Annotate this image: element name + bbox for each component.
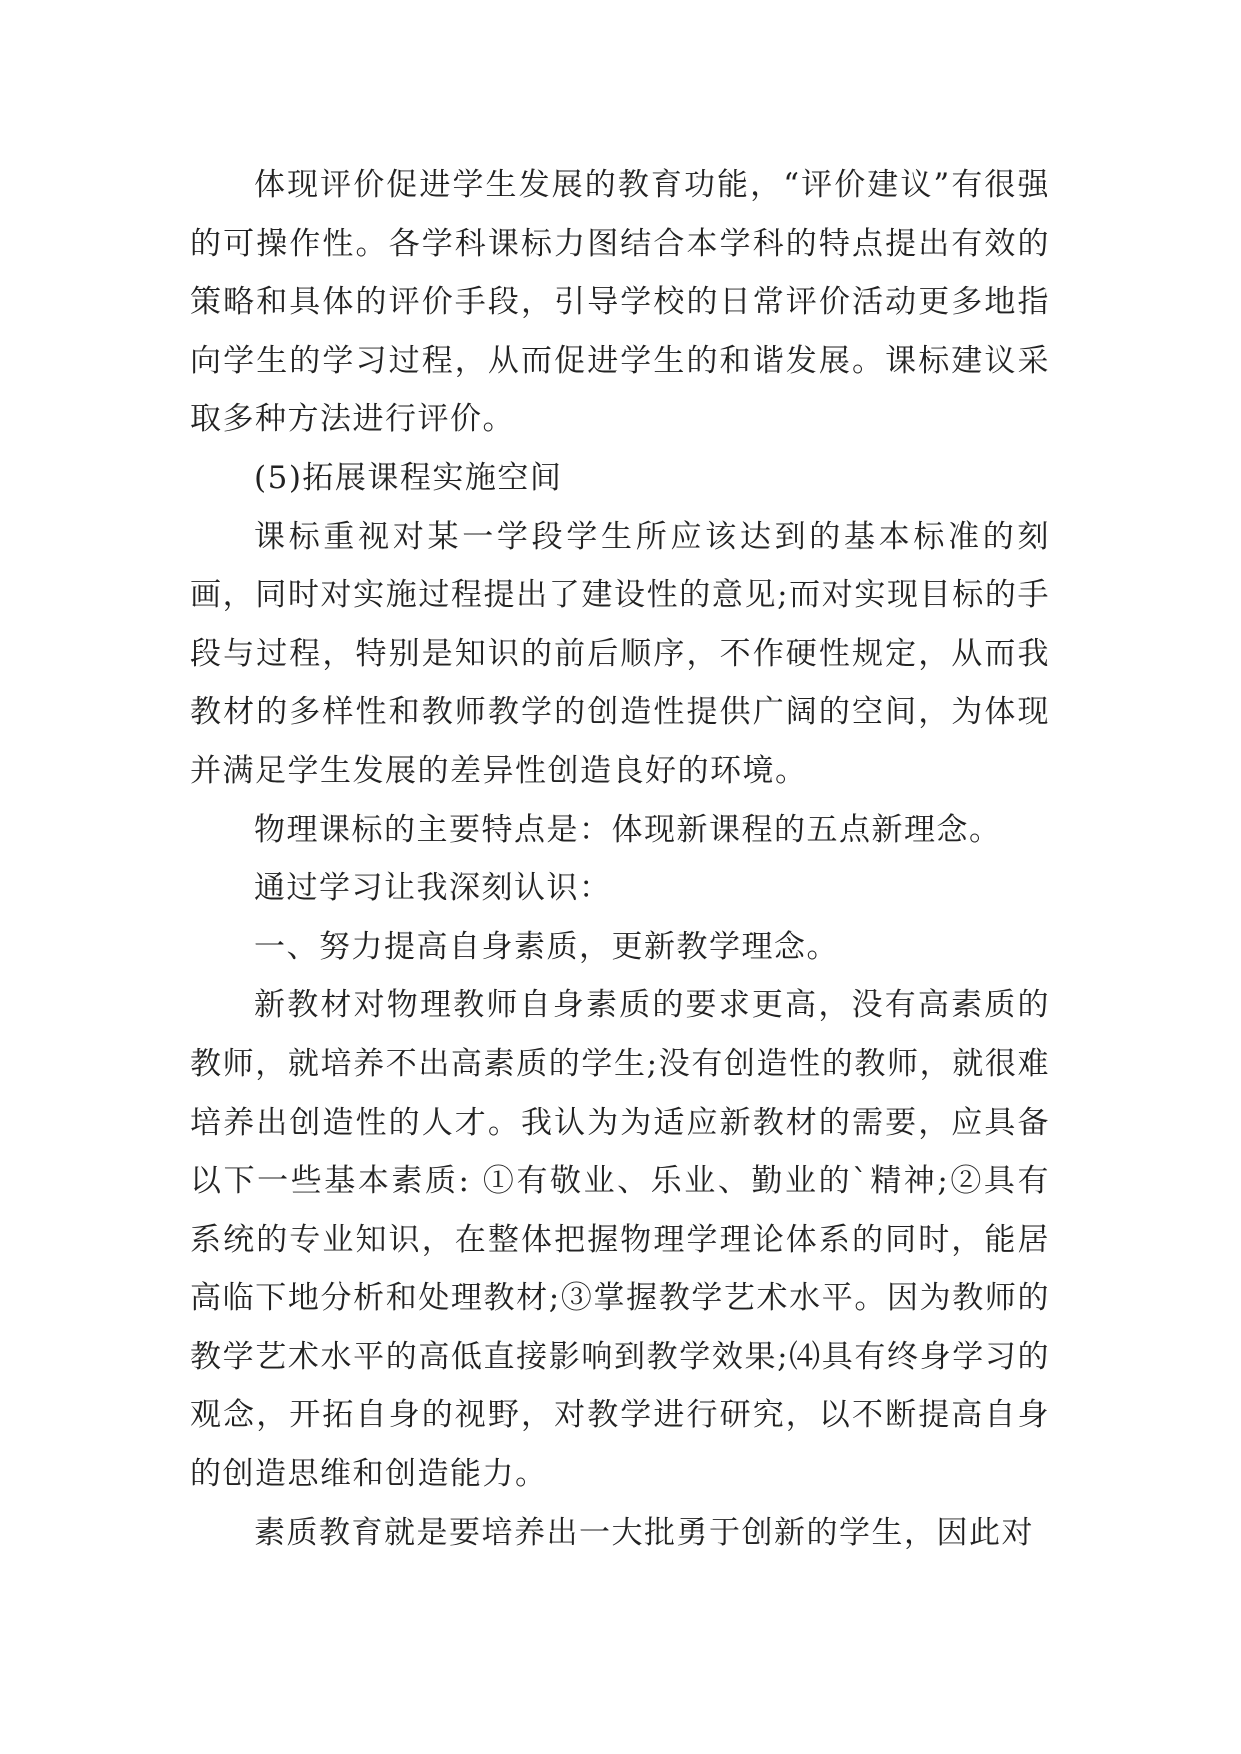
paragraph-teacher-qualities: 新教材对物理教师自身素质的要求更高，没有高素质的教师，就培养不出高素质的学生;没有创造性的教师，就很难培养出创造性的人才。我认为为适应新教材的需要，应具备以下一些基本素质: ①有敬业、乐业、勤业的`精神;②具有系统的专业知识，在整体把握物理学理论体系的同时，能居高临下地分析和处理教材;③掌握教学艺术水平。因为教师的教学艺术水平的高低直接影响到教学效果;⑷具有终身学习的观念，开拓自身的视野，对教学进行研究，以不断提高自身的创造思维和创造能力。 <box>190 987 1050 1493</box>
section-heading-improve-quality: 一、努力提高自身素质，更新教学理念。 <box>254 928 839 965</box>
paragraph-quality-education: 素质教育就是要培养出一大批勇于创新的学生，因此对 <box>254 1514 1034 1551</box>
document-body <box>190 156 1050 1562</box>
paragraph-evaluation-function: 体现评价促进学生发展的教育功能，“评价建议”有很强的可操作性。各学科课标力图结合本学科的特点提出有效的策略和具体的评价手段，引导学校的日常评价活动更多地指向学生的学习过程，从而促进学生的和谐发展。课标建议采取多种方法进行评价。 <box>190 167 1050 438</box>
section-heading-expand-course-space: (5)拓展课程实施空间 <box>254 459 563 496</box>
paragraph-learning-insight: 通过学习让我深刻认识： <box>254 870 612 907</box>
paragraph-physics-standard-features: 物理课标的主要特点是：体现新课程的五点新理念。 <box>254 811 1002 848</box>
paragraph-curriculum-standards: 课标重视对某一学段学生所应该达到的基本标准的刻画，同时对实施过程提出了建设性的意见;而对实现目标的手段与过程，特别是知识的前后顺序，不作硬性规定，从而我教材的多样性和教师教学的创造性提供广阔的空间，为体现并满足学生发展的差异性创造良好的环境。 <box>190 518 1050 789</box>
